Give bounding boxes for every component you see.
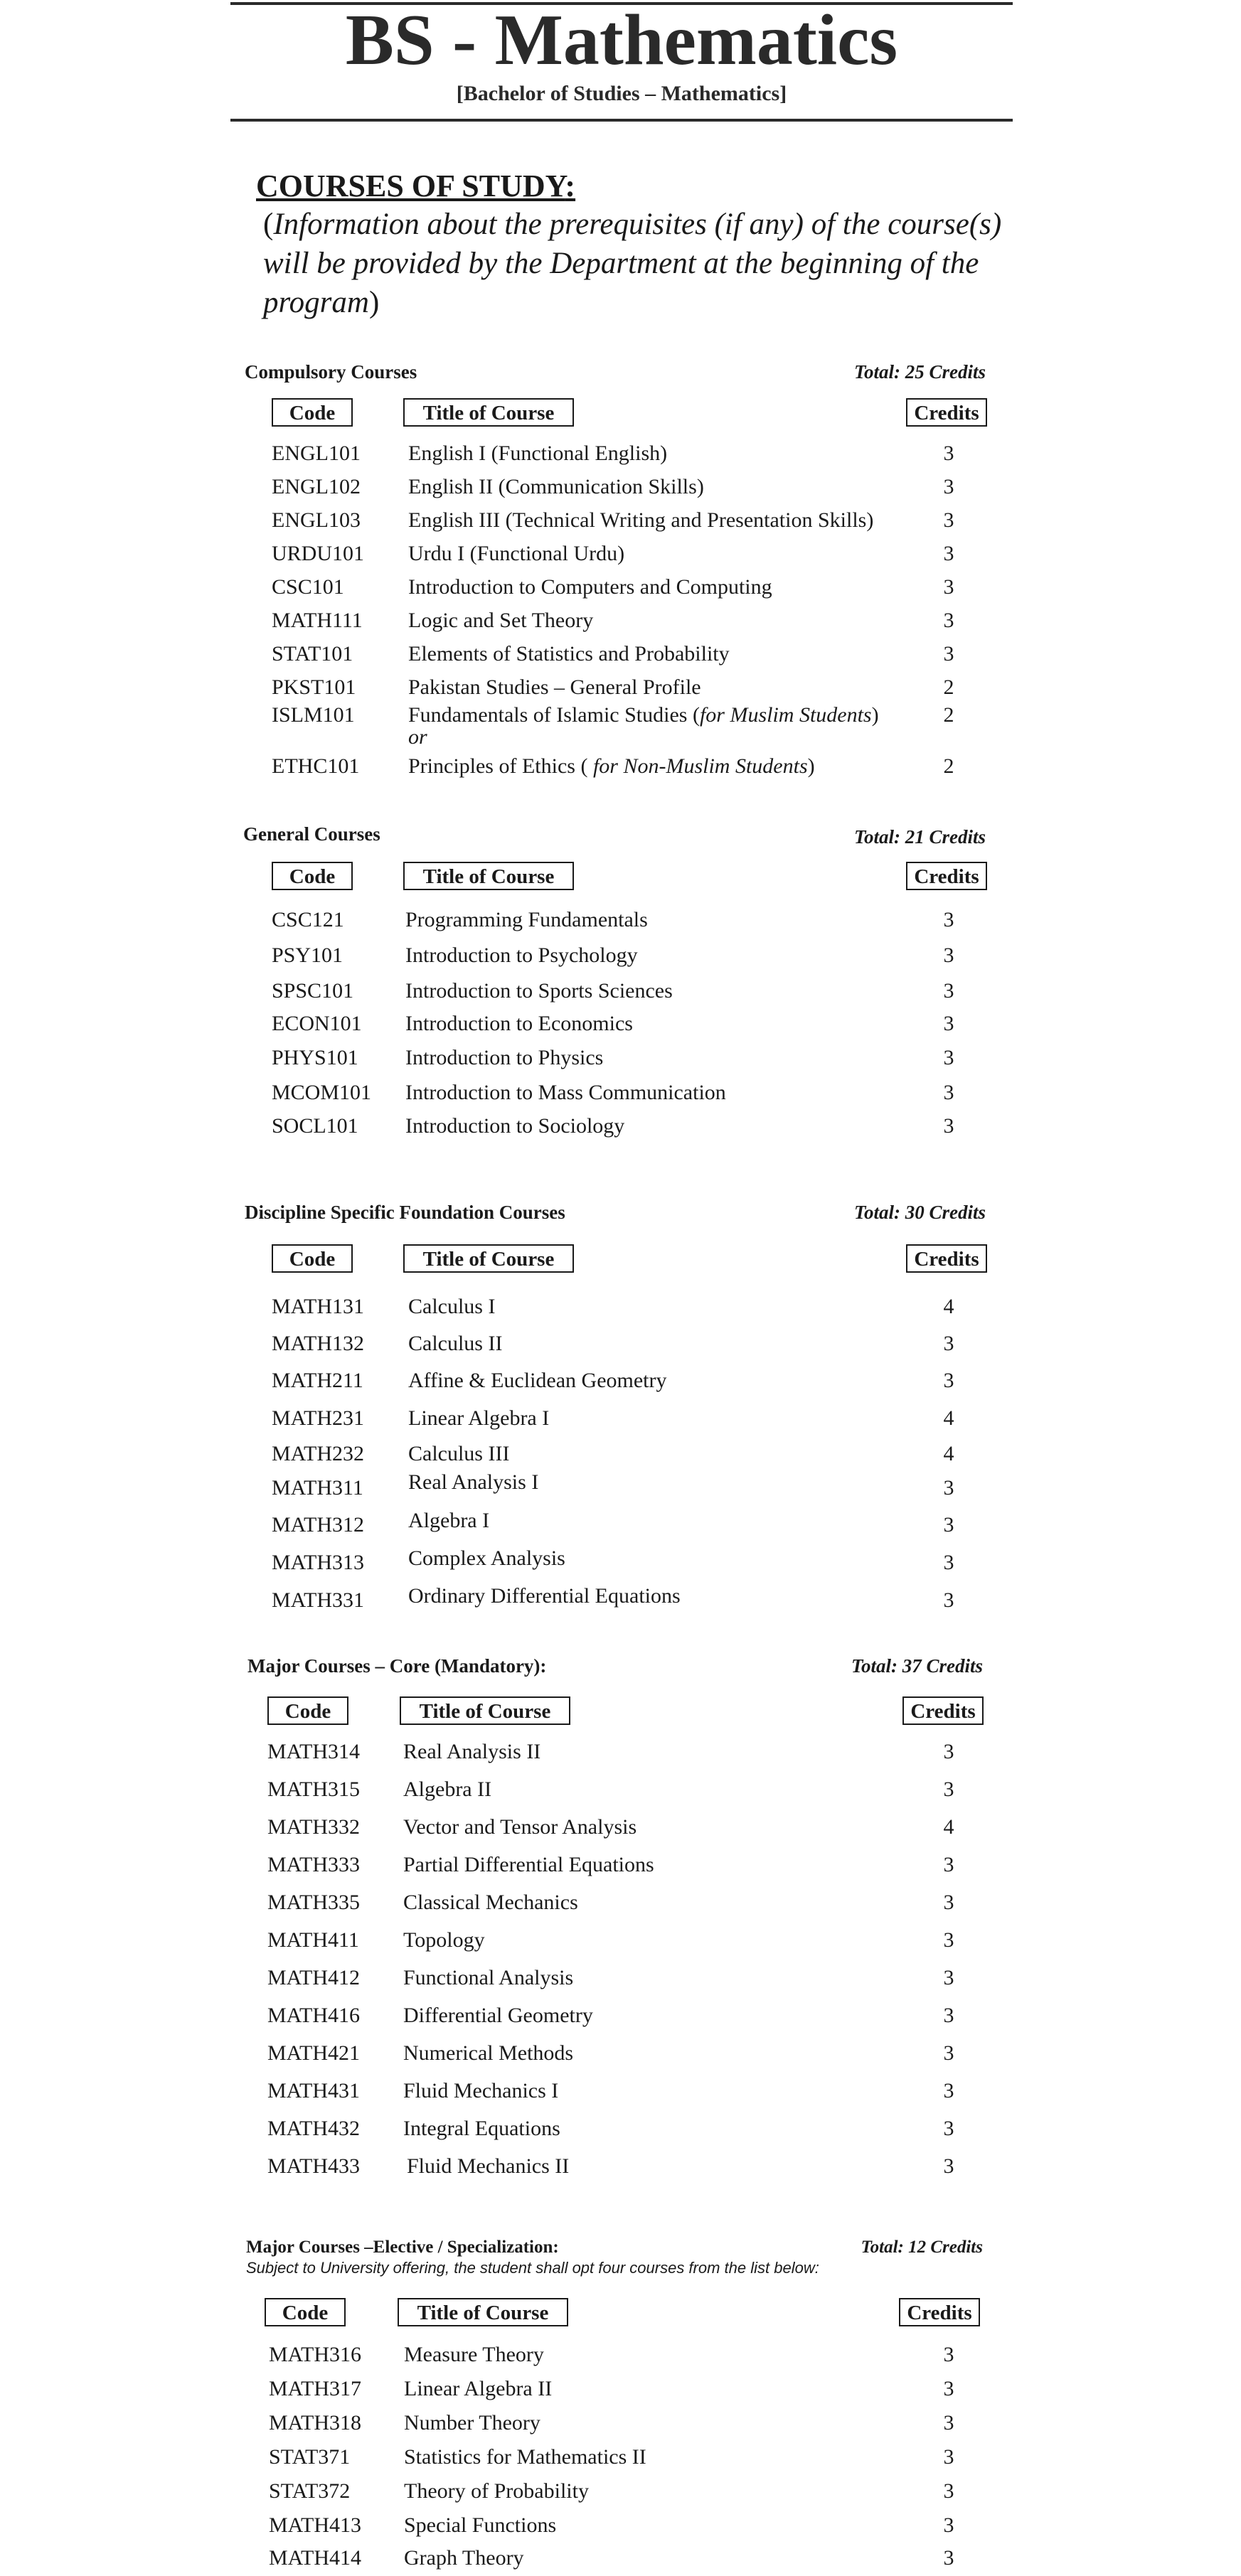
section-note: Subject to University offering, the student shall opt four courses from the list below: [246,2259,819,2277]
note-text: Information about the prerequisites (if any) of the course(s) will be provided by the Department at the beginning of the program [263,208,1002,319]
course-code: MATH314 [267,1740,361,1763]
course-code: PHYS101 [272,1046,358,1069]
course-credits: 3 [943,2479,954,2503]
course-credits: 3 [943,2411,954,2435]
course-title: Functional Analysis [403,1966,574,1989]
course-code: CSC101 [272,575,344,599]
course-code: MATH416 [267,2004,361,2027]
course-credits: 3 [943,1332,954,1355]
header-credits: Credits [899,2298,980,2326]
course-code: ECON101 [272,1012,362,1035]
course-credits: 4 [943,1442,954,1465]
page-subtitle: [Bachelor of Studies – Mathematics] [456,82,787,105]
section-total: Total: 25 Credits [853,361,986,383]
table-row [230,1440,1013,1468]
table-row [230,1851,1013,1879]
table-row [230,1044,1013,1072]
course-credits: 3 [943,2513,954,2537]
table-row [230,540,1013,568]
table-row [230,1546,1013,1577]
course-credits: 3 [943,475,954,498]
table-row [230,640,1013,668]
table-row [230,2443,1013,2471]
course-title: English III (Technical Writing and Presentation Skills) [408,508,874,532]
course-credits: 3 [943,1853,954,1876]
course-credits: 3 [943,1081,954,1104]
course-title-post: ) [871,703,879,727]
course-title: Introduction to Computers and Computing [408,575,772,599]
course-title: Partial Differential Equations [403,1853,654,1876]
course-title: Classical Mechanics [403,1891,578,1914]
course-code: MCOM101 [272,1081,372,1104]
course-title: Introduction to Physics [405,1046,604,1069]
course-code: MATH211 [272,1369,363,1392]
course-code: STAT101 [272,642,353,666]
course-code: MATH318 [269,2411,362,2435]
course-credits: 3 [943,2445,954,2469]
course-credits: 3 [943,2546,954,2570]
course-title: Linear Algebra I [408,1406,550,1430]
course-title: Integral Equations [403,2117,560,2140]
course-credits: 3 [943,2377,954,2400]
course-title: Numerical Methods [403,2041,574,2065]
table-row [230,1112,1013,1140]
course-code: MATH413 [269,2513,362,2537]
course-code: MATH411 [267,1928,359,1952]
course-code: MATH332 [267,1815,361,1839]
table-row [230,752,1013,781]
courses-of-study-heading-text: COURSES OF STUDY [256,169,565,203]
course-credits: 2 [943,703,954,727]
course-credits: 3 [943,2117,954,2140]
course-credits: 3 [943,1966,954,1989]
course-title: Theory of Probability [404,2479,589,2503]
course-code: ISLM101 [272,703,355,727]
course-title: Differential Geometry [403,2004,593,2027]
course-credits: 3 [943,2154,954,2178]
course-code: STAT371 [269,2445,351,2469]
course-credits: 3 [943,1046,954,1069]
header-code: Code [272,1244,353,1273]
course-title: Introduction to Mass Communication [405,1081,726,1104]
course-credits: 3 [943,1369,954,1392]
table-row [230,2544,1013,2572]
table-row [230,1404,1013,1433]
course-credits: 3 [943,1551,954,1574]
course-credits: 3 [943,1928,954,1952]
course-credits: 3 [943,1588,954,1612]
course-credits: 3 [943,1891,954,1914]
course-title: Vector and Tensor Analysis [403,1815,637,1839]
page-title: BS - Mathematics [345,0,898,80]
course-code: ENGL103 [272,508,361,532]
table-row [230,1010,1013,1038]
header-title: Title of Course [398,2298,568,2326]
course-credits: 3 [943,642,954,666]
header-title: Title of Course [403,862,574,890]
course-title [408,701,879,729]
course-code: MATH433 [267,2154,361,2178]
table-row [230,2341,1013,2369]
course-title: Introduction to Economics [405,1012,633,1035]
course-code: SPSC101 [272,979,354,1003]
course-credits: 2 [943,675,954,699]
note-close-paren: ) [368,286,380,319]
course-credits: 3 [943,575,954,599]
header-credits: Credits [902,1696,984,1725]
course-title: Introduction to Psychology [405,944,638,967]
course-credits: 3 [943,944,954,967]
course-credits: 4 [943,1406,954,1430]
course-code: MATH313 [272,1551,365,1574]
course-code: MATH312 [272,1513,365,1536]
header-title: Title of Course [400,1696,570,1725]
course-credits: 3 [943,1114,954,1138]
course-code: MATH421 [267,2041,361,2065]
course-credits: 4 [943,1815,954,1839]
course-code: MATH414 [269,2546,362,2570]
table-row [230,2077,1013,2105]
course-title: Elements of Statistics and Probability [408,642,730,666]
table-row [230,941,1013,970]
course-title: Measure Theory [404,2343,544,2366]
course-title: Complex Analysis [408,1546,565,1570]
section-title: Major Courses –Elective / Specialization: [246,2238,559,2257]
course-title: Calculus II [408,1332,503,1355]
course-title: Number Theory [404,2411,540,2435]
header-title: Title of Course [403,398,574,427]
section-total: Total: 12 Credits [861,2238,983,2257]
table-row [230,977,1013,1005]
course-credits: 2 [943,754,954,778]
course-title-pre: Principles of Ethics ( [408,754,588,778]
section-total: Total: 37 Credits [851,1655,983,1677]
table-row [230,2511,1013,2540]
table-row [230,439,1013,468]
course-code: MATH333 [267,1853,361,1876]
course-title: Algebra II [403,1778,492,1801]
table-row [230,1888,1013,1917]
table-row [230,1511,1013,1539]
course-credits: 3 [943,508,954,532]
table-row [230,2115,1013,2143]
course-code: MATH317 [269,2377,362,2400]
course-credits: 4 [943,1295,954,1318]
course-title: Ordinary Differential Equations [408,1584,681,1608]
course-credits: 3 [943,1012,954,1035]
courses-of-study-note [263,205,1003,322]
course-title: Real Analysis I [408,1470,539,1494]
course-code: MATH316 [269,2343,362,2366]
section-total: Total: 30 Credits [853,1202,986,1223]
course-code: MATH432 [267,2117,361,2140]
course-title: Urdu I (Functional Urdu) [408,542,625,565]
course-title: English I (Functional English) [408,442,668,465]
course-credits: 3 [943,542,954,565]
course-code: PSY101 [272,944,343,967]
course-title: Linear Algebra II [404,2377,553,2400]
course-code: STAT372 [269,2479,351,2503]
header-bottom-rule [230,119,1013,122]
table-row [230,573,1013,602]
course-code: MATH232 [272,1442,365,1465]
table-row [230,1079,1013,1107]
table-row [230,2002,1013,2030]
course-credits: 3 [943,979,954,1003]
table-row [230,1775,1013,1804]
course-title: English II (Communication Skills) [408,475,704,498]
course-credits: 3 [943,2004,954,2027]
course-code: MATH311 [272,1476,363,1500]
table-row [230,2375,1013,2403]
table-row [230,906,1013,934]
course-title: Statistics for Mathematics II [404,2445,646,2469]
course-title: Programming Fundamentals [405,908,648,931]
section-title: Compulsory Courses [245,361,417,383]
header-code: Code [272,398,353,427]
section-title: General Courses [243,823,380,845]
table-row [230,2409,1013,2437]
course-code: ETHC101 [272,754,360,778]
note-open-paren: ( [263,208,274,241]
course-code: MATH412 [267,1966,361,1989]
course-title: Algebra I [408,1509,490,1532]
course-title: Calculus I [408,1295,496,1318]
course-title-emphasis: for Muslim Students [699,703,872,727]
course-title: Topology [403,1928,485,1952]
course-code: URDU101 [272,542,365,565]
section-total: Total: 21 Credits [853,826,986,848]
table-row [230,1926,1013,1955]
table-row [230,2477,1013,2506]
courses-of-study-colon: : [565,169,576,203]
course-code: MATH111 [272,609,363,632]
course-title: Fluid Mechanics II [407,2154,570,2178]
course-title [408,752,815,781]
table-row [230,673,1013,702]
course-credits: 3 [943,442,954,465]
course-credits: 3 [943,1778,954,1801]
header-code: Code [272,862,353,890]
section-title: Discipline Specific Foundation Courses [245,1202,565,1223]
header-credits: Credits [906,1244,987,1273]
course-credits: 3 [943,2079,954,2102]
course-title: Logic and Set Theory [408,609,594,632]
course-title: Pakistan Studies – General Profile [408,675,701,699]
header-title: Title of Course [403,1244,574,1273]
course-code: MATH315 [267,1778,361,1801]
table-row [230,2039,1013,2068]
course-title: Fluid Mechanics I [403,2079,559,2102]
or-text: or [408,725,427,749]
course-credits: 3 [943,1476,954,1500]
course-code: ENGL102 [272,475,361,498]
course-code: MATH335 [267,1891,361,1914]
course-title: Special Functions [404,2513,557,2537]
course-code: MATH231 [272,1406,365,1430]
page [230,0,1013,2576]
table-row [230,506,1013,535]
table-row [230,1367,1013,1395]
table-row [230,606,1013,635]
course-code: SOCL101 [272,1114,358,1138]
courses-of-study-heading [256,168,575,205]
course-code: MATH132 [272,1332,365,1355]
course-credits: 3 [943,2343,954,2366]
course-code: MATH431 [267,2079,361,2102]
header-credits: Credits [906,398,987,427]
header-code: Code [267,1696,348,1725]
table-row [230,1813,1013,1842]
course-title-emphasis: for Non-Muslim Students [587,754,808,778]
course-code: ENGL101 [272,442,361,465]
course-credits: 3 [943,1513,954,1536]
course-title-post: ) [807,754,815,778]
course-title: Introduction to Sociology [405,1114,625,1138]
table-row [230,1586,1013,1615]
course-title: Real Analysis II [403,1740,541,1763]
table-row [230,1470,1013,1502]
table-row [230,1964,1013,1992]
course-title: Affine & Euclidean Geometry [408,1369,667,1392]
course-title: Calculus III [408,1442,510,1465]
table-row [230,701,1013,729]
course-title: Introduction to Sports Sciences [405,979,673,1003]
course-title: Graph Theory [404,2546,524,2570]
course-credits: 3 [943,908,954,931]
course-credits: 3 [943,609,954,632]
course-code: PKST101 [272,675,356,699]
section-title: Major Courses – Core (Mandatory): [247,1655,547,1677]
table-row [230,1293,1013,1321]
table-row [230,2152,1013,2181]
table-row [230,1738,1013,1766]
header-credits: Credits [906,862,987,890]
course-credits: 3 [943,2041,954,2065]
course-title-pre: Fundamentals of Islamic Studies ( [408,703,700,727]
course-code: MATH131 [272,1295,365,1318]
table-row [230,473,1013,501]
course-code: MATH331 [272,1588,365,1612]
header-code: Code [265,2298,346,2326]
table-row [230,1330,1013,1358]
course-credits: 3 [943,1740,954,1763]
course-code: CSC121 [272,908,344,931]
